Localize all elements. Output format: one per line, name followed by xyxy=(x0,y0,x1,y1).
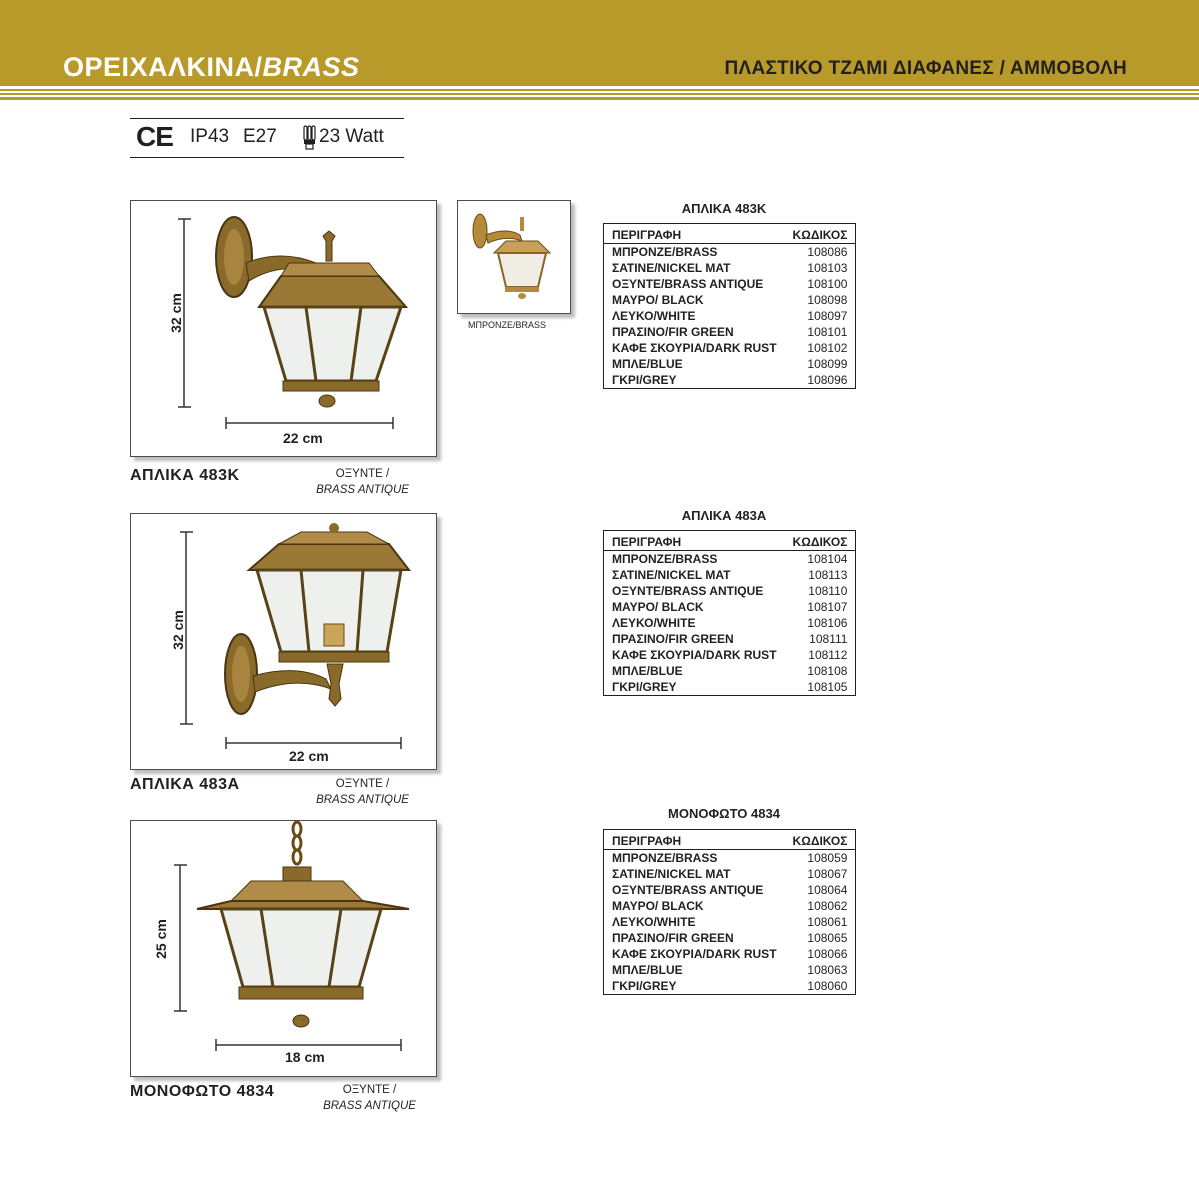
table-row xyxy=(604,599,856,615)
column-header-description: ΠΕΡΙΓΡΑΦΗ xyxy=(604,531,785,551)
row-description: ΜΠΡΟΝΖΕ/BRASS xyxy=(612,552,718,566)
product-photo-4834 xyxy=(130,820,437,1077)
row-code: 108107 xyxy=(807,600,848,614)
row-code: 108112 xyxy=(808,648,848,662)
row-description: ΜΑΥΡΟ/ BLACK xyxy=(612,600,704,614)
height-dimension: 32 cm xyxy=(167,293,184,333)
product-finish-4834 xyxy=(312,1082,427,1114)
wattage: 23 Watt xyxy=(319,126,384,147)
row-code: 108113 xyxy=(808,568,848,582)
row-code: 108060 xyxy=(807,979,848,993)
row-description: ΠΡΑΣΙΝΟ/FIR GREEN xyxy=(612,325,734,339)
table-row xyxy=(604,340,856,356)
page-title-greek: ΟΡΕΙΧΑΛΚΙΝΑ/ xyxy=(63,52,263,82)
row-code: 108086 xyxy=(807,245,848,259)
row-code: 108063 xyxy=(807,963,848,977)
thumbnail-caption: ΜΠΡΟΝΖΕ/BRASS xyxy=(468,320,547,330)
row-description: ΟΞΥΝΤΕ/BRASS ANTIQUE xyxy=(612,584,764,598)
row-code: 108106 xyxy=(807,616,848,630)
width-dimension: 22 cm xyxy=(289,748,329,764)
header-divider-gold-2 xyxy=(0,93,1199,95)
table-row xyxy=(604,551,856,568)
table-row xyxy=(604,647,856,663)
row-description: ΠΡΑΣΙΝΟ/FIR GREEN xyxy=(612,632,734,646)
page-title-english: BRASS xyxy=(262,52,360,82)
product-photo-483k xyxy=(130,200,437,457)
column-header-code: ΚΩΔΙΚΟΣ xyxy=(785,830,856,850)
row-code: 108104 xyxy=(807,552,848,566)
row-description: ΜΠΛΕ/BLUE xyxy=(612,664,683,678)
product-photo-483a xyxy=(130,513,437,770)
row-code: 108099 xyxy=(807,357,848,371)
row-description: ΜΠΛΕ/BLUE xyxy=(612,963,683,977)
table-row xyxy=(604,946,856,962)
column-header-code: ΚΩΔΙΚΟΣ xyxy=(785,531,856,551)
row-description: ΓΚΡΙ/GREY xyxy=(612,373,677,387)
table-row xyxy=(604,962,856,978)
page-title xyxy=(63,52,360,83)
table-header-row xyxy=(604,830,856,850)
ip-rating: IP43 xyxy=(190,126,230,147)
table-row xyxy=(604,244,856,261)
row-description: ΚΑΦΕ ΣΚΟΥΡΙΑ/DARK RUST xyxy=(612,648,777,662)
table-row xyxy=(604,356,856,372)
page-header xyxy=(0,0,1199,86)
table-row xyxy=(604,631,856,647)
table-row xyxy=(604,898,856,914)
finish-english: BRASS ANTIQUE xyxy=(316,794,409,806)
finish-english: BRASS ANTIQUE xyxy=(323,1100,416,1112)
row-description: ΣΑΤΙΝΕ/NICKEL MAT xyxy=(612,568,731,582)
finish-greek: ΟΞΥΝΤΕ / xyxy=(335,778,390,790)
row-code: 108066 xyxy=(807,947,848,961)
row-code: 108105 xyxy=(807,680,848,694)
row-description: ΚΑΦΕ ΣΚΟΥΡΙΑ/DARK RUST xyxy=(612,947,777,961)
row-description: ΟΞΥΝΤΕ/BRASS ANTIQUE xyxy=(612,277,764,291)
table-row xyxy=(604,663,856,679)
pendant-lantern-4834-image xyxy=(131,821,436,1076)
row-description: ΛΕΥΚΟ/WHITE xyxy=(612,616,696,630)
row-code: 108061 xyxy=(807,915,848,929)
product-thumbnail-483k xyxy=(457,200,571,314)
table-row xyxy=(604,276,856,292)
table-title-4834: ΜΟΝΟΦΩΤΟ 4834 xyxy=(668,806,780,821)
finish-english: BRASS ANTIQUE xyxy=(316,484,409,496)
row-code: 108065 xyxy=(807,931,848,945)
row-code: 108108 xyxy=(807,664,848,678)
row-description: ΜΑΥΡΟ/ BLACK xyxy=(612,899,704,913)
table-row xyxy=(604,866,856,882)
table-row xyxy=(604,850,856,867)
row-code: 108102 xyxy=(807,341,848,355)
header-divider-gold-3 xyxy=(0,97,1199,100)
row-code: 108103 xyxy=(807,261,848,275)
row-code: 108062 xyxy=(807,899,848,913)
row-description: ΜΠΡΟΝΖΕ/BRASS xyxy=(612,851,718,865)
row-code: 108098 xyxy=(807,293,848,307)
width-dimension: 22 cm xyxy=(283,430,323,446)
bulb-icon xyxy=(302,125,316,151)
row-description: ΚΑΦΕ ΣΚΟΥΡΙΑ/DARK RUST xyxy=(612,341,777,355)
code-table-4834 xyxy=(603,829,856,995)
table-row xyxy=(604,567,856,583)
page-subtitle: ΠΛΑΣΤΙΚΟ ΤΖΑΜΙ ΔΙΑΦΑΝΕΣ / ΑΜΜΟΒΟΛΗ xyxy=(724,58,1127,79)
row-code: 108110 xyxy=(808,584,848,598)
column-header-code: ΚΩΔΙΚΟΣ xyxy=(785,224,856,244)
header-divider-gold-1 xyxy=(0,89,1199,91)
column-header-description: ΠΕΡΙΓΡΑΦΗ xyxy=(604,224,785,244)
table-row xyxy=(604,930,856,946)
width-dimension: 18 cm xyxy=(285,1049,325,1065)
row-description: ΛΕΥΚΟ/WHITE xyxy=(612,915,696,929)
table-row xyxy=(604,324,856,340)
table-row xyxy=(604,372,856,389)
table-row xyxy=(604,292,856,308)
row-code: 108100 xyxy=(807,277,848,291)
table-row xyxy=(604,308,856,324)
product-finish-483a xyxy=(305,776,420,808)
table-title-483k: ΑΠΛΙΚΑ 483Κ xyxy=(681,201,767,216)
table-header-row xyxy=(604,224,856,244)
code-table-483k xyxy=(603,223,856,389)
row-description: ΣΑΤΙΝΕ/NICKEL MAT xyxy=(612,261,731,275)
specs-bar xyxy=(130,118,404,158)
height-dimension: 25 cm xyxy=(152,919,169,959)
table-title-483a: ΑΠΛΙΚΑ 483Α xyxy=(681,508,767,523)
table-row xyxy=(604,978,856,995)
product-finish-483k xyxy=(305,466,420,498)
table-row xyxy=(604,615,856,631)
product-name-483a: ΑΠΛΙΚΑ 483Α xyxy=(130,776,240,793)
column-header-description: ΠΕΡΙΓΡΑΦΗ xyxy=(604,830,785,850)
socket-type: E27 xyxy=(243,126,277,147)
table-row xyxy=(604,882,856,898)
row-description: ΛΕΥΚΟ/WHITE xyxy=(612,309,696,323)
row-code: 108059 xyxy=(807,851,848,865)
row-description: ΜΑΥΡΟ/ BLACK xyxy=(612,293,704,307)
table-row xyxy=(604,583,856,599)
row-description: ΜΠΡΟΝΖΕ/BRASS xyxy=(612,245,718,259)
row-description: ΓΚΡΙ/GREY xyxy=(612,680,677,694)
finish-greek: ΟΞΥΝΤΕ / xyxy=(335,468,390,480)
table-header-row xyxy=(604,531,856,551)
row-description: ΣΑΤΙΝΕ/NICKEL MAT xyxy=(612,867,731,881)
row-description: ΜΠΛΕ/BLUE xyxy=(612,357,683,371)
row-code: 108111 xyxy=(809,632,848,646)
table-row xyxy=(604,914,856,930)
row-code: 108096 xyxy=(807,373,848,387)
row-description: ΠΡΑΣΙΝΟ/FIR GREEN xyxy=(612,931,734,945)
wall-lantern-483k-thumbnail xyxy=(458,201,570,313)
ce-mark: CE xyxy=(136,121,173,152)
code-table-483a xyxy=(603,530,856,696)
finish-greek: ΟΞΥΝΤΕ / xyxy=(342,1084,397,1096)
row-description: ΓΚΡΙ/GREY xyxy=(612,979,677,993)
table-row xyxy=(604,260,856,276)
row-code: 108067 xyxy=(807,867,848,881)
product-name-4834: ΜΟΝΟΦΩΤΟ 4834 xyxy=(130,1083,275,1100)
row-code: 108101 xyxy=(807,325,848,339)
row-description: ΟΞΥΝΤΕ/BRASS ANTIQUE xyxy=(612,883,764,897)
row-code: 108097 xyxy=(807,309,848,323)
table-row xyxy=(604,679,856,696)
height-dimension: 32 cm xyxy=(169,610,186,650)
product-name-483k: ΑΠΛΙΚΑ 483Κ xyxy=(130,467,240,484)
row-code: 108064 xyxy=(807,883,848,897)
